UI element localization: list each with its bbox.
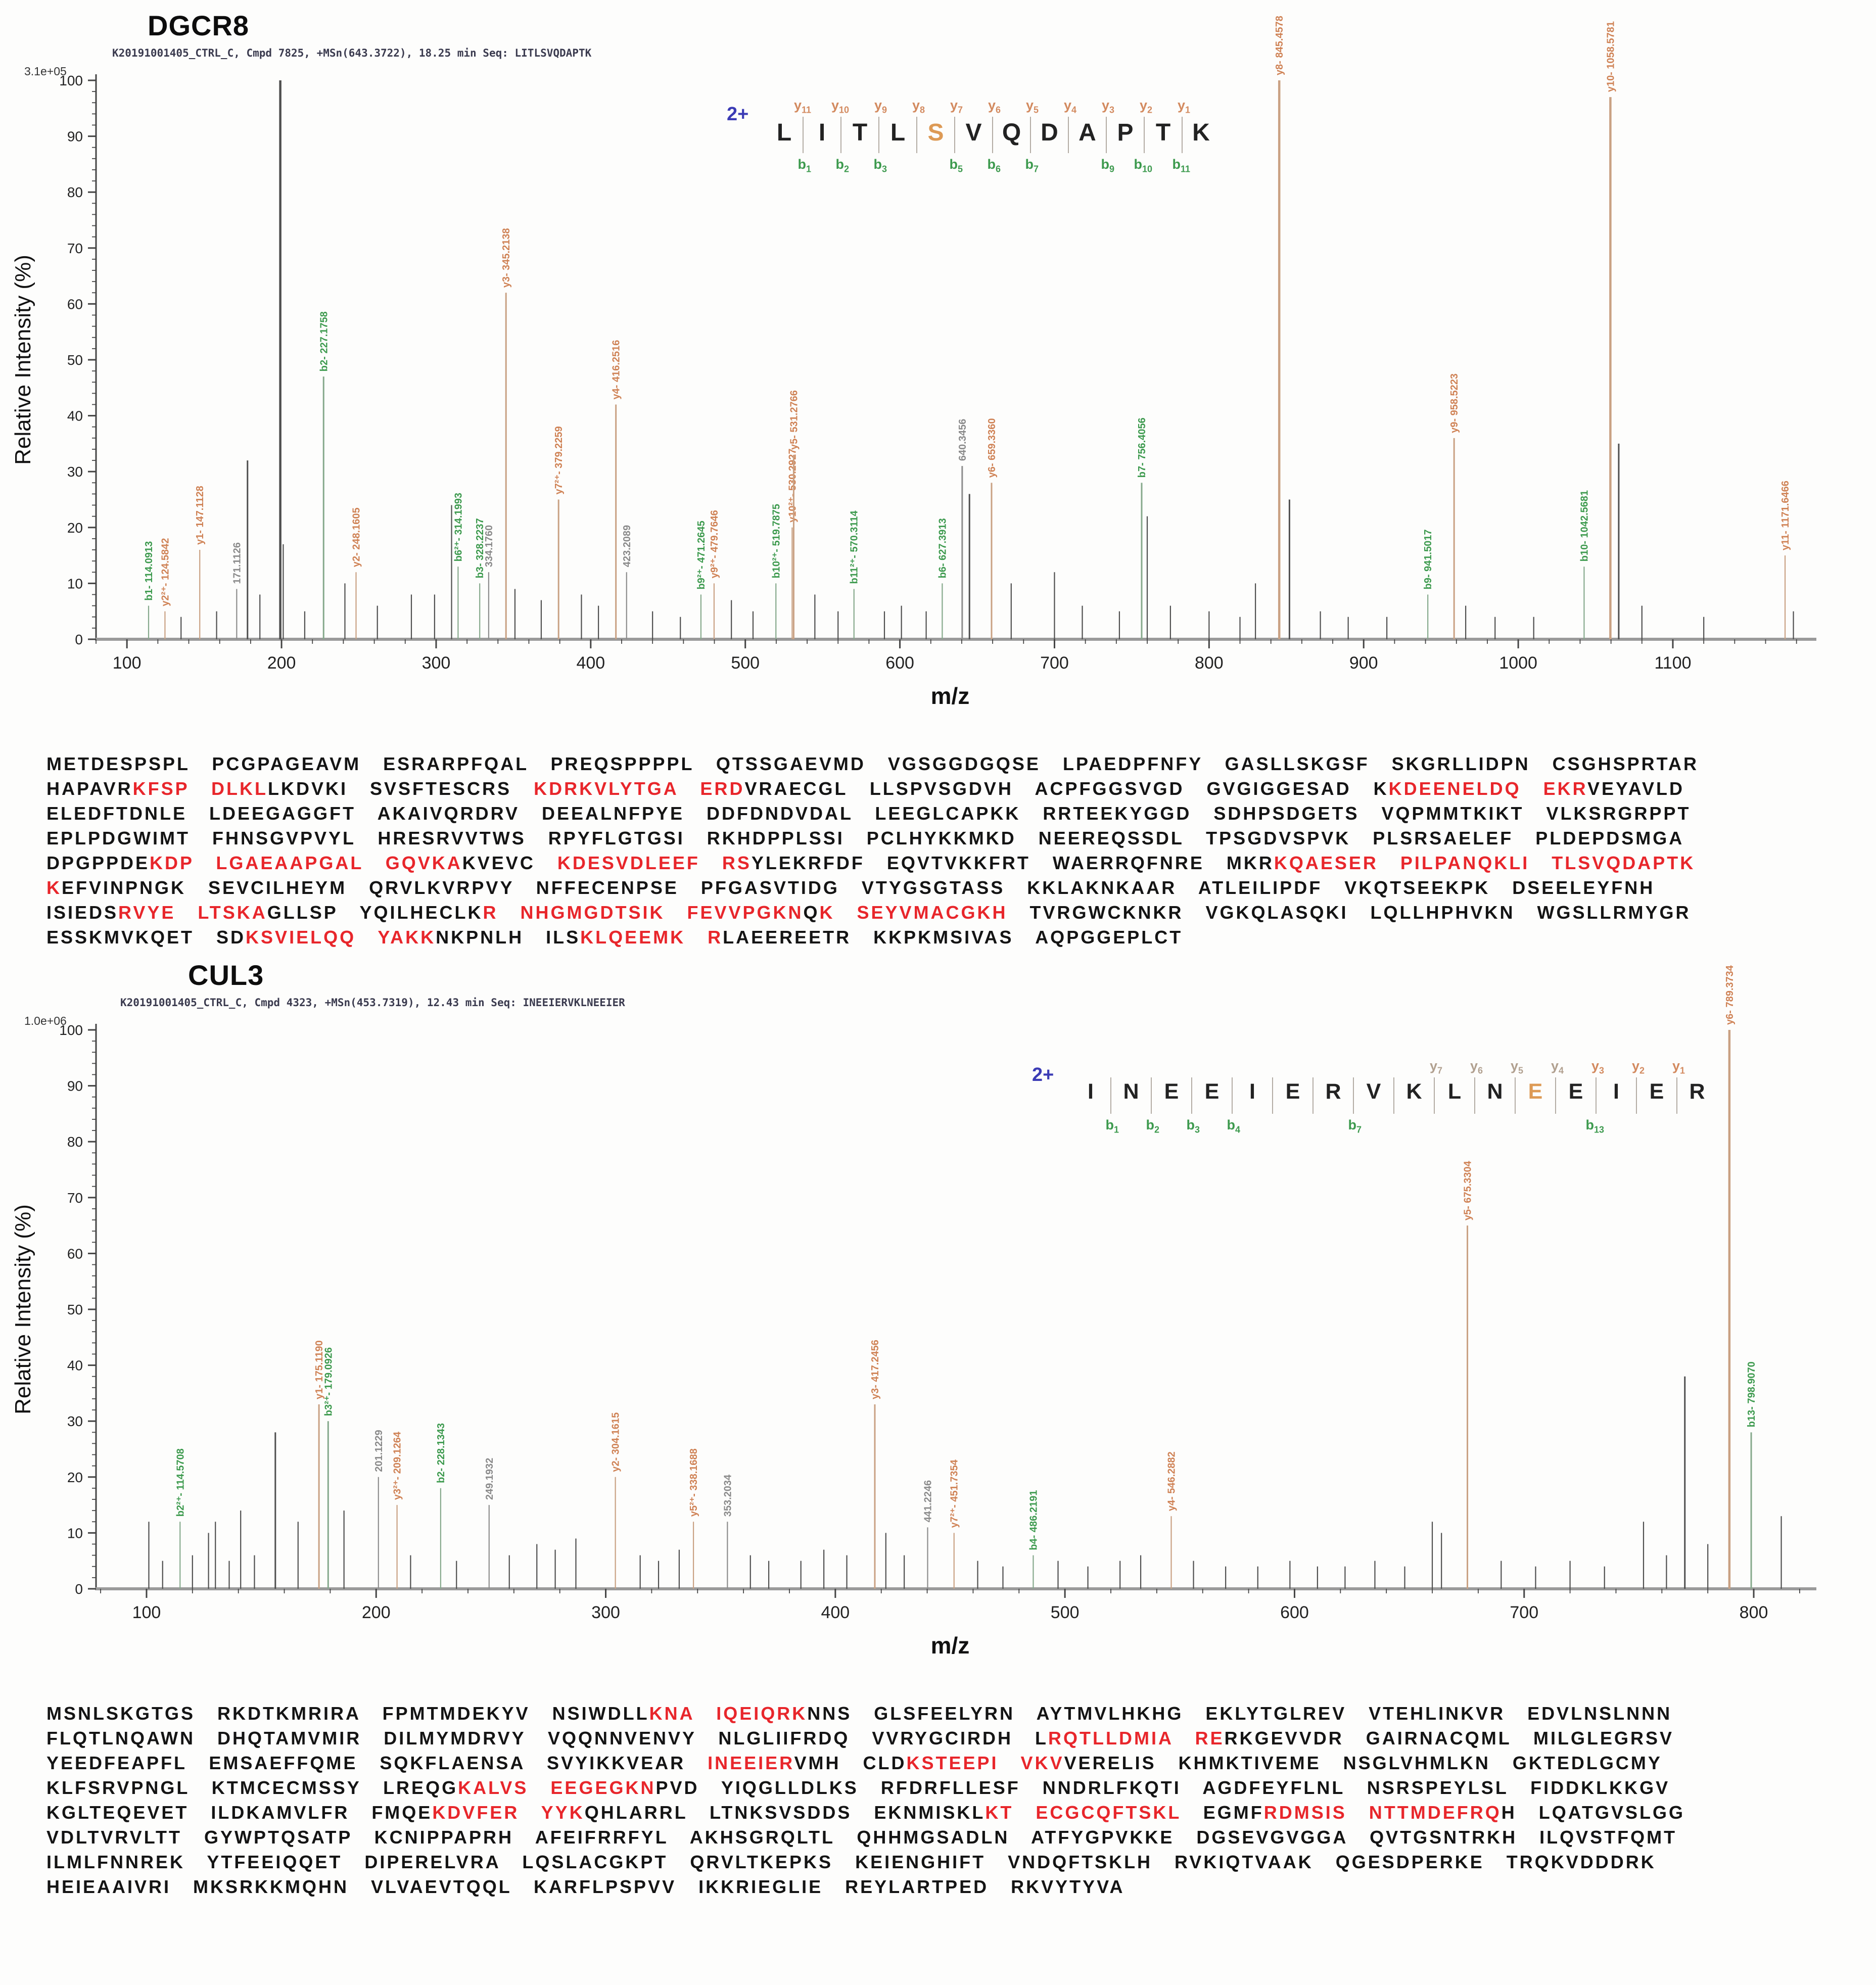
peak-label: 353.2034 [722, 1474, 734, 1517]
matched-peptide-segment: KDEENELDQ EKR [1388, 778, 1587, 799]
sequence-line [46, 1701, 1866, 1726]
residue-letter: A [1078, 119, 1096, 146]
peptide-residue [1394, 1058, 1442, 1113]
peak-label: y7²⁺- 451.7354 [949, 1459, 960, 1528]
sequence-line [46, 801, 1866, 826]
peak-label: y4- 416.2516 [611, 340, 622, 400]
matched-peptide-segment: KQAESER PILPANQKLI TLSVQDAPTK [1274, 853, 1696, 873]
sequence-line [46, 900, 1866, 925]
y-ion-label: $y_{11}$ [793, 98, 811, 115]
y-tick-label: 80 [67, 184, 83, 201]
peak-label: y10- 1058.5781 [1605, 21, 1617, 92]
x-axis-title: m/z [930, 683, 970, 709]
matched-peptide-segment: K SEYVMACGKH [819, 902, 1008, 923]
b-ion-label: $b_3$ [873, 156, 887, 174]
sequence-segment: FLQTLNQAWN DHQTAMVMIR DILMYMDRVY VQQNNVENVY NLGLIIFRDQ VVRYGCIRDH L [46, 1728, 1049, 1748]
sequence-line [46, 1726, 1866, 1751]
residue-letter: D [1041, 119, 1058, 146]
peak-label: y1- 147.1128 [195, 486, 206, 545]
peak-label: b2- 227.1758 [318, 311, 330, 372]
peak-label: 171.1126 [231, 542, 243, 584]
y-ion-label: $y_7$ [950, 98, 963, 115]
y-tick-label: 60 [67, 296, 83, 312]
x-tick-label: 700 [1040, 653, 1069, 673]
sequence-segment: H LQATGVSLGG [1501, 1802, 1685, 1823]
residue-letter: E [1204, 1079, 1220, 1104]
peak-label: b3- 328.2237 [475, 518, 486, 579]
y-tick-label: 100 [59, 1022, 83, 1038]
y-ion-label: $y_8$ [912, 98, 925, 115]
y-ion-label: $y_5$ [1025, 98, 1039, 115]
peak-label: y2- 248.1605 [351, 507, 362, 568]
y-ion-label: $y_1$ [1672, 1058, 1685, 1076]
b-ion-label: $b_7$ [1348, 1117, 1362, 1135]
residue-letter: L [890, 119, 906, 146]
matched-peptide-segment: KLQEEMK R [580, 927, 723, 948]
matched-peptide-segment: KT ECGCQFTSKL [985, 1802, 1181, 1823]
y-ion-label: $y_7$ [1429, 1058, 1442, 1076]
y-ion-label: $y_{10}$ [831, 98, 849, 115]
x-tick-label: 500 [731, 653, 760, 673]
sequence-segment: VEYAVLD [1587, 778, 1685, 799]
peak-label: y5²⁺- 338.1688 [688, 1448, 700, 1517]
peak-label: b6- 627.3913 [937, 518, 949, 579]
x-tick-label: 200 [361, 1603, 391, 1622]
x-tick-label: 700 [1510, 1603, 1539, 1622]
b-ion-label: $b_{11}$ [1172, 156, 1190, 174]
matched-peptide-segment: K [46, 877, 62, 898]
x-tick-label: 100 [112, 653, 142, 673]
peak-label: y4- 546.2882 [1166, 1451, 1178, 1511]
peak-label: 334.1760 [483, 525, 495, 568]
sequence-line [46, 1800, 1866, 1825]
y-ion-label: $y_4$ [1063, 98, 1076, 115]
y-tick-label: 20 [67, 519, 83, 536]
matched-peptide-segment: RVYE LTSKA [118, 902, 267, 923]
sequence-line [46, 925, 1866, 950]
peptide-residue [765, 98, 811, 174]
sequence-segment: ESSKMVKQET SD [46, 927, 246, 948]
y-axis-title: Relative Intensity (%) [11, 255, 35, 465]
b-ion-label: $b_2$ [1146, 1117, 1159, 1135]
residue-letter: R [1325, 1079, 1341, 1104]
peak-label: y9²⁺- 479.7646 [709, 510, 720, 579]
sequence-segment: YLEKRFDF EQVTVKKFRT WAERRQFNRE MKR [751, 853, 1274, 873]
b-ion-label: $b_5$ [949, 156, 963, 174]
y-tick-label: 100 [59, 73, 83, 88]
peak-label: 640.3456 [957, 418, 968, 461]
intensity-scale-label: 3.1e+05 [24, 65, 67, 78]
peak-label: 249.1932 [484, 1457, 495, 1500]
b-ion-label: $b_{13}$ [1585, 1117, 1604, 1135]
matched-peptide-segment: INEEIER [708, 1753, 794, 1773]
peptide-residue [1273, 1079, 1313, 1113]
sequence-segment: EFVINPNGK SEVCILHEYM QRVLKVRPVY NFFECENPSE PFGASVTIDG VTYGSGTASS KKLAKNKAAR ATLEILIPDF VKQTSEEKPK DSEELEYFNH [62, 877, 1655, 898]
x-tick-label: 300 [591, 1603, 620, 1622]
sequence-segment: VDLTVRVLTT GYWPTQSATP KCNIPPAPRH AFEIFRRFYL AKHSGRQLTL QHHMGSADLN ATFYGPVKKE DGSEVGVGGA QVTGSNTRKH ILQVSTFQMT [46, 1827, 1677, 1848]
y-ion-label: $y_9$ [874, 98, 887, 115]
sequence-segment: ISIEDS [46, 902, 119, 923]
y-ion-label: $y_5$ [1510, 1058, 1523, 1076]
x-tick-label: 400 [576, 653, 605, 673]
x-tick-label: 600 [1280, 1603, 1309, 1622]
peptide-ladder-cul3 [1032, 1058, 1717, 1135]
x-tick-label: 800 [1739, 1603, 1768, 1622]
intensity-scale-label: 1.0e+06 [24, 1014, 67, 1027]
sequence-segment: VERELIS KHMKTIVEME NSGLVHMLKN GKTEDLGCMY [1064, 1753, 1662, 1773]
sequence-line [46, 776, 1866, 801]
y-ion-label: $y_3$ [1101, 98, 1114, 115]
residue-letter: E [1568, 1079, 1583, 1104]
x-tick-label: 900 [1349, 653, 1378, 673]
sequence-segment: METDESPSPL PCGPAGEAVM ESRARPFQAL PREQSPPPPL QTSSGAEVMD VGSGGDGQSE LPAEDPFNFY GASLLSKGSF SKGRLLIDPN CSGHSPRTAR [46, 753, 1699, 774]
sequence-segment: Q [803, 902, 820, 923]
y-tick-label: 30 [67, 464, 83, 480]
peak-label: y3- 417.2456 [869, 1340, 881, 1400]
sequence-line [46, 1751, 1866, 1775]
panel-title-cul3: CUL3 [188, 959, 264, 991]
matched-peptide-segment: R NHGMGDTSIK FEVVPGKN [483, 902, 804, 923]
sequence-segment: QHLARRL LTNKSVSDDS EKNMISKL [584, 1802, 986, 1823]
matched-peptide-segment: RQTLLDMIA RE [1048, 1728, 1225, 1748]
peak-label: b11²⁺- 570.3114 [849, 510, 860, 584]
sequence-segment: KVEVC [462, 853, 557, 873]
sequence-segment: VMH CLD [794, 1753, 907, 1773]
y-tick-label: 50 [67, 352, 83, 368]
peak-label: y2- 304.1615 [610, 1412, 622, 1472]
b-ion-label: $b_2$ [835, 156, 849, 174]
y-ion-label: $y_4$ [1551, 1058, 1564, 1076]
residue-letter: P [1117, 119, 1134, 146]
peak-label: b1- 114.0913 [144, 541, 155, 601]
residue-letter: R [1689, 1079, 1705, 1104]
sequence-line [46, 826, 1866, 850]
y-tick-label: 70 [67, 240, 83, 256]
matched-peptide-segment: KDESVDLEEF RS [557, 853, 752, 873]
residue-letter: K [1406, 1079, 1422, 1104]
precursor-charge-label: 2+ [1032, 1064, 1054, 1085]
peak-label: y6- 659.3360 [986, 418, 998, 478]
y-tick-label: 10 [67, 576, 83, 592]
peak-label: b7- 756.4056 [1136, 417, 1148, 478]
matched-peptide-segment: RDMSIS NTTMDEFRQ [1263, 1802, 1502, 1823]
sequence-segment: LAEEREETR KKPKMSIVAS AQPGGEPLCT [723, 927, 1183, 948]
residue-letter: E [1285, 1079, 1300, 1104]
peak-label: y1- 175.1190 [314, 1340, 325, 1400]
y-tick-label: 80 [67, 1134, 83, 1150]
residue-letter: E [1649, 1079, 1664, 1104]
residue-letter: I [1613, 1079, 1619, 1104]
sequence-segment: GLLSP YQILHECLK [267, 902, 483, 923]
peak-label: 423.2089 [621, 525, 633, 568]
y-tick-label: 90 [67, 128, 83, 145]
peak-label: 441.2246 [922, 1480, 934, 1523]
peak-label: b4- 486.2191 [1028, 1490, 1040, 1550]
sequence-segment: LKDVKI SVSFTESCRS [268, 778, 534, 799]
sequence-line [46, 1825, 1866, 1850]
residue-letter: I [1088, 1079, 1094, 1104]
b-ion-label: $b_7$ [1025, 156, 1039, 174]
protein-sequence-dgcr8 [46, 751, 1866, 950]
residue-letter: N [1123, 1079, 1139, 1104]
b-ion-label: $b_{10}$ [1134, 156, 1152, 174]
y-ion-label: $y_3$ [1591, 1058, 1604, 1076]
matched-peptide-segment: KSVIELQQ YAKK [246, 927, 436, 948]
residue-letter: N [1487, 1079, 1503, 1104]
matched-peptide-segment: KSTEEPI VKV [906, 1753, 1064, 1773]
x-tick-label: 300 [421, 653, 451, 673]
b-ion-label: $b_1$ [798, 156, 811, 174]
y-tick-label: 50 [67, 1302, 83, 1317]
y-tick-label: 30 [67, 1413, 83, 1430]
y-tick-label: 0 [75, 632, 83, 647]
peak-label: b13- 798.9070 [1746, 1361, 1758, 1428]
peptide-residue [1182, 119, 1220, 152]
peak-label: b6²⁺- 314.1993 [453, 493, 464, 562]
residue-letter: V [965, 119, 982, 146]
peak-label: y7²⁺- 379.2259 [553, 426, 565, 495]
y-tick-label: 20 [67, 1469, 83, 1485]
peptide-residue [1313, 1079, 1362, 1135]
sequence-line [46, 1850, 1866, 1874]
sequence-segment: EPLPDGWIMT FHNSGVPVYL HRESRVVTWS RPYFLGTGSI RKHDPPLSSI PCLHYKKMKD NEEREQSSDL TPSGDVSPVK PLSRSAELEF PLDEPDSMGA [46, 828, 1684, 848]
matched-peptide-segment: KALVS EEGEGKN [458, 1777, 656, 1798]
sequence-line [46, 1775, 1866, 1800]
peak-label: b10- 1042.5681 [1579, 490, 1590, 562]
y-axis-title: Relative Intensity (%) [11, 1204, 35, 1414]
peptide-residue [1070, 1079, 1119, 1135]
y-tick-label: 0 [75, 1581, 83, 1597]
panel-cul3 [0, 950, 1876, 1899]
sequence-segment: DPGPPDE [46, 853, 150, 873]
peak-label: y5- 531.2766 [788, 390, 800, 450]
peak-label: b9²⁺- 471.2645 [695, 521, 707, 590]
peptide-ladder-dgcr8 [727, 98, 1220, 174]
peptide-residue [1232, 1079, 1273, 1113]
x-axis-title: m/z [930, 1632, 970, 1659]
sequence-segment: TVRGWCKNKR VGKQLASQKI LQLLHPHVKN WGSLLRMYGR [1007, 902, 1691, 923]
b-ion-label: $b_4$ [1227, 1117, 1240, 1135]
peak-label: 201.1229 [373, 1430, 385, 1472]
sequence-segment: HAPAVR [46, 778, 133, 799]
residue-letter: T [1155, 119, 1171, 146]
sequence-line [46, 751, 1866, 776]
residue-letter: V [1366, 1079, 1381, 1104]
y-tick-label: 40 [67, 408, 83, 424]
peak-label: y8- 845.4578 [1274, 16, 1286, 75]
residue-letter: T [852, 119, 868, 146]
y-tick-label: 10 [67, 1525, 83, 1541]
y-ion-label: $y_2$ [1631, 1058, 1645, 1076]
panel-dgcr8 [0, 0, 1876, 950]
sequence-segment: NKPNLH ILS [436, 927, 581, 948]
peak-label: y3²⁺- 209.1264 [392, 1431, 403, 1500]
peak-label: y9- 958.5223 [1449, 373, 1461, 433]
sequence-segment: NNS GLSFEELYRN AYTMVLHKHG EKLYTGLREV VTEHLINKVR EDVLNSLNNN [807, 1703, 1672, 1724]
y-tick-label: 90 [67, 1078, 83, 1094]
sequence-segment: ELEDFTDNLE LDEEGAGGFT AKAIVQRDRV DEEALNFPYE DDFDNDVDAL LEEGLCAPKK RRTEEKYGGD SDHPSDGETS VQPMMTKIKT VLKSRGRPPT [46, 803, 1691, 824]
scan-info-line-cul3: K20191001405_CTRL_C, Cmpd 4323, +MSn(453.7319), 12.43 min Seq: INEEIERVKLNEEIER [120, 997, 625, 1009]
sequence-line [46, 850, 1866, 875]
peak-label: b2- 228.1343 [435, 1423, 447, 1483]
peak-label: b10²⁺- 519.7875 [771, 504, 782, 579]
precursor-charge-label: 2+ [727, 104, 749, 125]
sequence-segment: VRAECGL LLSPVSGDVH ACPFGGSVGD GVGIGGESAD K [744, 778, 1389, 799]
sequence-segment: YEEDFEAPFL EMSAEFFQME SQKFLAENSA SVYIKKVEAR [46, 1753, 708, 1773]
matched-peptide-segment: KDRKVLYTGA ERD [534, 778, 745, 799]
residue-letter: E [1164, 1079, 1179, 1104]
y-tick-label: 70 [67, 1190, 83, 1206]
x-tick-label: 400 [821, 1603, 850, 1622]
y-tick-label: 60 [67, 1246, 83, 1262]
peptide-residue [1353, 1079, 1394, 1113]
x-tick-label: 600 [885, 653, 914, 673]
b-ion-label: $b_6$ [987, 156, 1001, 174]
peak-label: y2²⁺- 124.5842 [160, 538, 171, 606]
peak-label: y5- 675.3304 [1462, 1161, 1474, 1221]
y-ion-label: $y_2$ [1139, 98, 1152, 115]
scan-info-line-dgcr8: K20191001405_CTRL_C, Cmpd 7825, +MSn(643.3722), 18.25 min Seq: LITLSVQDAPTK [112, 47, 592, 59]
x-tick-label: 800 [1194, 653, 1224, 673]
sequence-segment: KLFSRVPNGL KTMCECMSSY LREQG [46, 1777, 458, 1798]
residue-letter: I [818, 119, 826, 146]
residue-letter: I [1249, 1079, 1255, 1104]
b-ion-label: $b_9$ [1101, 156, 1114, 174]
sequence-segment: RKGEVVDR GAIRNACQML MILGLEGRSV [1224, 1728, 1674, 1748]
matched-peptide-segment: KDP LGAEAAPGAL GQVKA [150, 853, 462, 873]
peak-label: y6- 789.3734 [1724, 965, 1736, 1025]
y-tick-label: 40 [67, 1357, 83, 1374]
matched-peptide-segment: KDVFER YYK [432, 1802, 585, 1823]
sequence-segment: ILMLFNNREK YTFEEIQQET DIPERELVRA LQSLACGKPT QRVLTKEPKS KEIENGHIFT VNDQFTSKLH RVKIQTVAAK QGESDPERKE TRQKVDDDRK [46, 1852, 1656, 1872]
sequence-segment: MSNLSKGTGS RKDTKMRIRA FPMTMDEKYV NSIWDLL [46, 1703, 649, 1724]
sequence-segment: HEIEAAIVRI MKSRKKMQHN VLVAEVTQQL KARFLPSPVV IKKRIEGLIE REYLARTPED RKVYTYVA [46, 1876, 1125, 1897]
peak-label: y3- 345.2138 [501, 228, 512, 288]
sequence-segment: EGMF [1181, 1802, 1264, 1823]
matched-peptide-segment: KFSP DLKL [132, 778, 268, 799]
sequence-segment: KGLTEQEVET ILDKAMVLFR FMQE [46, 1802, 433, 1823]
y-ion-label: $y_6$ [988, 98, 1001, 115]
x-tick-label: 1100 [1654, 653, 1692, 673]
matched-peptide-segment: KNA IQEIQRK [649, 1703, 808, 1724]
peak-label: b2²⁺- 114.5708 [175, 1448, 186, 1517]
peak-label: y11- 1171.6466 [1780, 481, 1792, 551]
peak-label: y10²⁺- 530.2927 [787, 448, 799, 523]
protein-sequence-cul3 [46, 1701, 1866, 1899]
sequence-line [46, 1874, 1866, 1899]
peptide-residue [1677, 1079, 1717, 1113]
residue-letter: L [1447, 1079, 1462, 1104]
residue-letter: K [1192, 119, 1210, 146]
residue-letter: E [1528, 1079, 1543, 1104]
panel-title-dgcr8: DGCR8 [148, 10, 250, 41]
residue-letter: Q [1002, 119, 1021, 146]
b-ion-label: $b_1$ [1105, 1117, 1119, 1135]
b-ion-label: $b_3$ [1186, 1117, 1200, 1135]
residue-letter: L [776, 119, 792, 146]
y-ion-label: $y_6$ [1470, 1058, 1483, 1076]
x-tick-label: 100 [132, 1603, 161, 1622]
residue-letter: S [927, 119, 944, 146]
x-tick-label: 200 [267, 653, 296, 673]
x-tick-label: 1000 [1499, 653, 1537, 673]
sequence-line [46, 875, 1866, 900]
y-ion-label: $y_1$ [1177, 98, 1190, 115]
x-tick-label: 500 [1050, 1603, 1080, 1622]
sequence-segment: PVD YIQGLLDLKS RFDRFLLESF NNDRLFKQTI AGDFEYFLNL NSRSPEYLSL FIDDKLKKGV [655, 1777, 1670, 1798]
peak-label: b3²⁺- 179.0926 [323, 1347, 335, 1416]
peak-label: b9- 941.5017 [1423, 529, 1434, 590]
